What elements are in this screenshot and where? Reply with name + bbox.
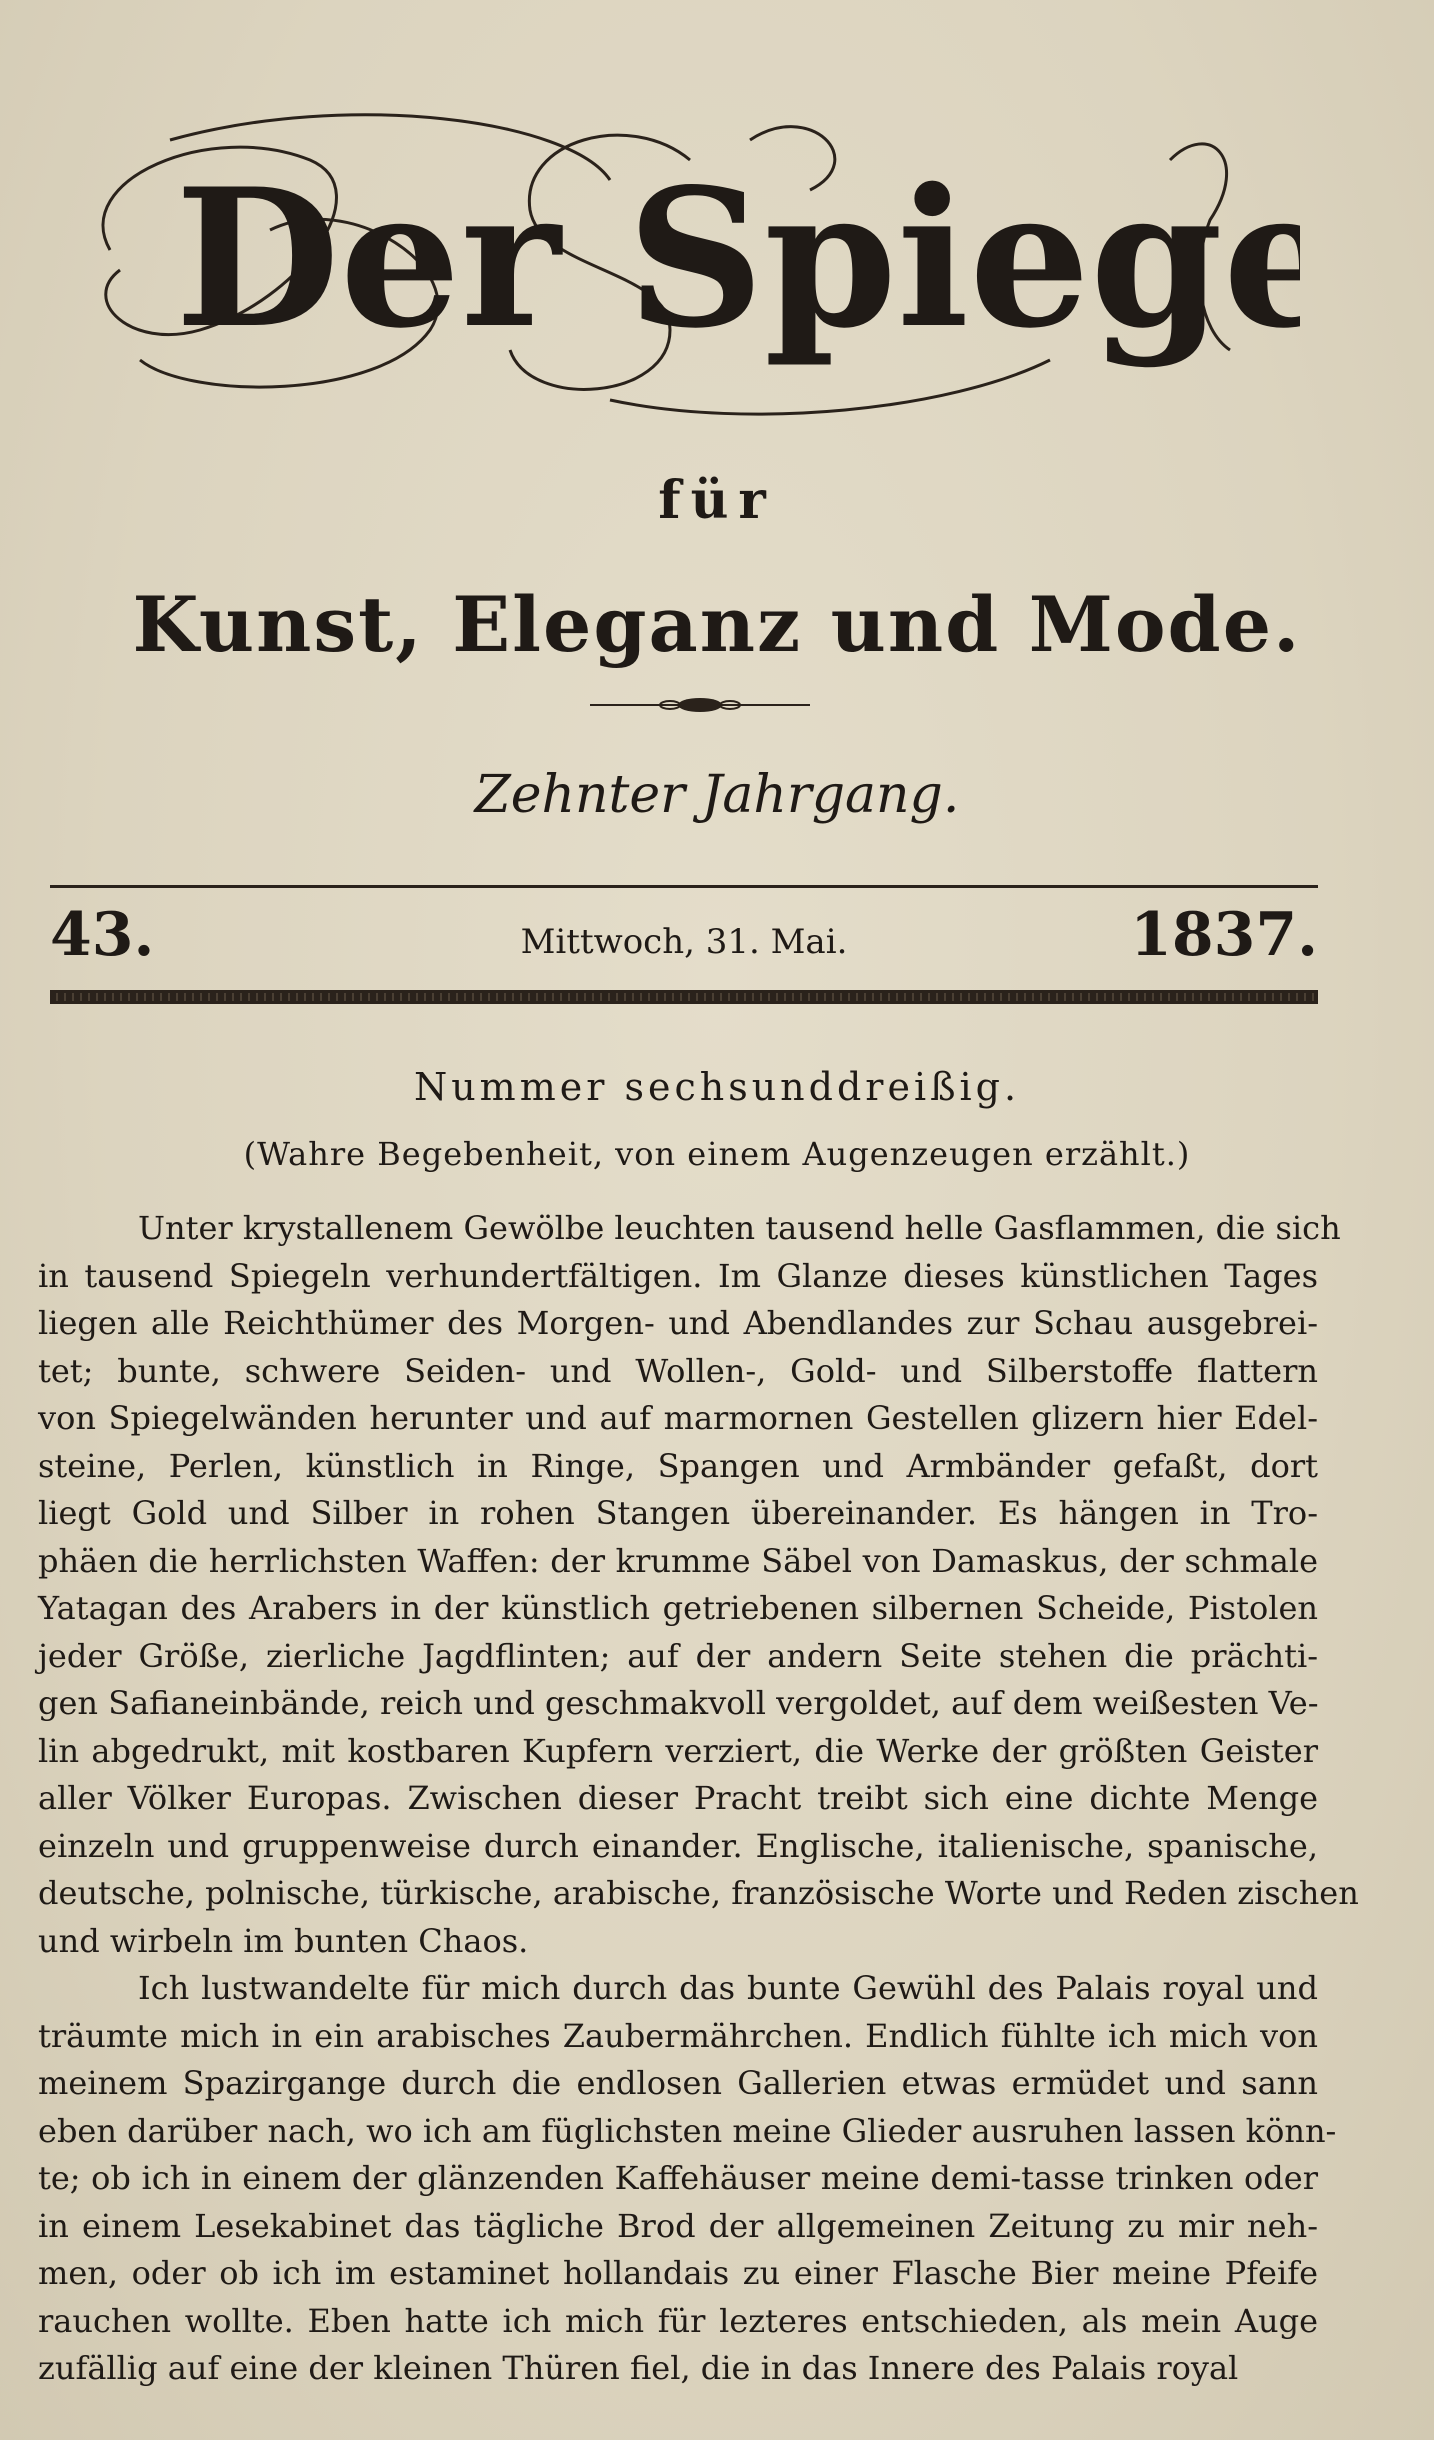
text-line: eben darüber nach, wo ich am füglichsten meine Glieder ausruhen lassen könn- [38, 2111, 1337, 2150]
masthead-calligraphy [50, 100, 1300, 440]
issue-date: Mittwoch, 31. Mai. [520, 922, 848, 962]
text-line: in tausend Spiegeln verhundertfältigen. Im Glanze dieses künstlichen Tages [38, 1256, 1318, 1295]
masthead-title-text: Der Spiegel [175, 147, 1300, 370]
article-title: Nummer sechsunddreißig. [413, 1065, 1021, 1109]
masthead-subtitle: Kunst, Eleganz und Mode. [132, 580, 1302, 669]
text-line: liegt Gold und Silber in rohen Stangen übereinander. Es hängen in Tro- [38, 1494, 1318, 1532]
header-rule-thick [50, 990, 1318, 1004]
text-line: rauchen wollte. Eben hatte ich mich für lezteres entschieden, als mein Auge [38, 2301, 1318, 2340]
text-line: te; ob ich in einem der glänzenden Kaffehäuser meine demi-tasse trinken oder [38, 2159, 1318, 2197]
volume-label: Zehnter Jahrgang. [474, 765, 960, 825]
issue-info-row [50, 900, 1318, 980]
text-line: einzeln und gruppenweise durch einander. Englische, italienische, spanische, [38, 1826, 1318, 1865]
text-line: liegen alle Reichthümer des Morgen- und Abendlandes zur Schau ausgebrei- [38, 1304, 1318, 1342]
text-line: gen Safianeinbände, reich und geschmakvoll vergoldet, auf dem weißesten Ve- [38, 1684, 1319, 1722]
text-line: zufällig auf eine der kleinen Thüren fiel, die in das Innere des Palais royal [38, 2349, 1239, 2387]
text-line: aller Völker Europas. Zwischen dieser Pracht treibt sich eine dichte Menge [38, 1779, 1318, 1817]
text-line: Yatagan des Arabers in der künstlich getriebenen silbernen Scheide, Pistolen [38, 1589, 1318, 1627]
text-line: tet; bunte, schwere Seiden- und Wollen-, Gold- und Silberstoffe flattern [38, 1351, 1318, 1390]
text-line: Unter krystallenem Gewölbe leuchten tausend helle Gasflammen, die sich [138, 1209, 1341, 1247]
text-line: und wirbeln im bunten Chaos. [38, 1921, 529, 1960]
text-line: meinem Spazirgange durch die endlosen Gallerien etwas ermüdet und sann [38, 2064, 1318, 2102]
article-body [38, 1205, 1359, 2393]
issue-number: 43. [50, 900, 155, 970]
text-line: von Spiegelwänden herunter und auf marmornen Gestellen glizern hier Edel- [38, 1399, 1318, 1437]
article-subtitle: (Wahre Begebenheit, von einem Augenzeugen erzählt.) [243, 1135, 1191, 1173]
text-line: in einem Lesekabinet das tägliche Brod der allgemeinen Zeitung zu mir neh- [38, 2206, 1318, 2245]
masthead-fuer: für [658, 470, 776, 531]
text-line: Ich lustwandelte für mich durch das bunte Gewühl des Palais royal und [138, 1969, 1318, 2007]
text-line: deutsche, polnische, türkische, arabische, französische Worte und Reden zischen [38, 1874, 1359, 1912]
text-line: steine, Perlen, künstlich in Ringe, Spangen und Armbänder gefaßt, dort [38, 1446, 1318, 1485]
header-rule-thin [50, 885, 1318, 888]
text-line: men, oder ob ich im estaminet hollandais zu einer Flasche Bier meine Pfeife [38, 2254, 1318, 2292]
issue-year: 1837. [1130, 900, 1318, 970]
article-paragraph-2 [38, 1965, 1337, 2393]
text-line: lin abgedrukt, mit kostbaren Kupfern verziert, die Werke der größten Geister [38, 1731, 1318, 1770]
masthead-title [50, 100, 1300, 440]
article-paragraph-1 [38, 1205, 1359, 1965]
ornament-divider [590, 690, 810, 720]
text-line: phäen die herrlichsten Waffen: der krumme Säbel von Damaskus, der schmale [38, 1541, 1318, 1580]
text-line: jeder Größe, zierliche Jagdflinten; auf der andern Seite stehen die prächti- [38, 1636, 1318, 1675]
text-line: träumte mich in ein arabisches Zaubermährchen. Endlich fühlte ich mich von [38, 2016, 1318, 2055]
